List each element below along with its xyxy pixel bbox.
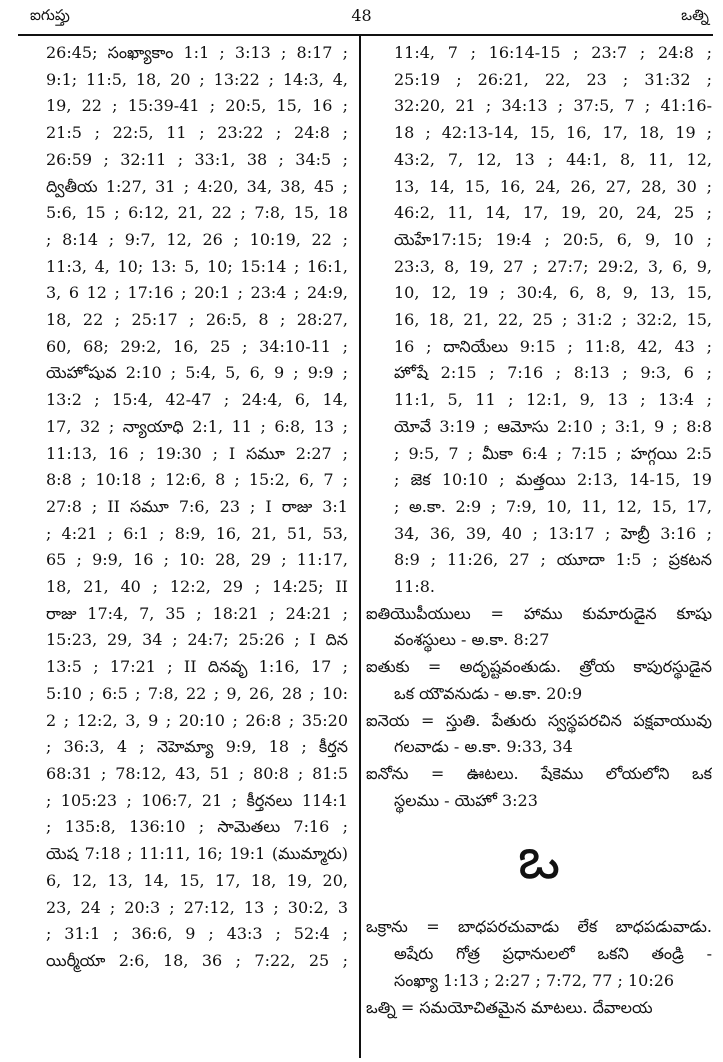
text-line: హోషే 2:15 ; 7:16 ; 8:13 ; 9:3, 6 ; <box>394 363 712 383</box>
header-rule <box>18 34 713 36</box>
text-line: 6, 12, 13, 14, 15, 17, 18, 19, 20, <box>46 870 348 890</box>
text-line: ; 9:5, 7 ; మీకా 6:4 ; 7:15 ; హగ్గయి 2:5 <box>394 443 712 463</box>
dictionary-entry <box>366 914 712 994</box>
right-column-continuation <box>366 40 712 601</box>
text-line: 17, 32 ; న్యాయాధి 2:1, 11 ; 6:8, 13 ; <box>46 416 348 436</box>
text-line: రాజు 17:4, 7, 35 ; 18:21 ; 24:21 ; <box>46 603 348 623</box>
text-line: 32:20, 21 ; 34:13 ; 37:5, 7 ; 41:16- <box>394 96 712 116</box>
text-line: 26:59 ; 32:11 ; 33:1, 38 ; 34:5 ; <box>46 149 348 169</box>
text-line: 11:1, 5, 11 ; 12:1, 9, 13 ; 13:4 ; <box>394 390 712 410</box>
text-line: 18 ; 42:13-14, 15, 16, 17, 18, 19 ; <box>394 123 712 143</box>
entry-headline: ఐనెయ = స్తుతి. పేతురు స్వస్థపరచిన పక్షవాయువు <box>366 710 712 730</box>
text-line: యోవే 3:19 ; ఆమోసు 2:10 ; 3:1, 9 ; 8:8 <box>394 416 712 436</box>
entry-continuation: ఒక యౌవనుడు - అ.కా. 20:9 <box>394 683 583 703</box>
text-line: 8:9 ; 11:26, 27 ; యూదా 1:5 ; ప్రకటన <box>394 550 712 570</box>
entry-headline: ఒత్ని = సమయోచితమైన మాటలు. దేవాలయ <box>366 997 653 1017</box>
dictionary-entry <box>366 761 712 814</box>
text-line: 13:2 ; 15:4, 42-47 ; 24:4, 6, 14, <box>46 390 348 410</box>
text-line: ; 8:14 ; 9:7, 12, 26 ; 10:19, 22 ; <box>46 229 348 249</box>
text-line: 19, 22 ; 15:39-41 ; 20:5, 15, 16 ; <box>46 96 348 116</box>
text-line: 10, 12, 19 ; 30:4, 6, 8, 9, 13, 15, <box>394 283 712 303</box>
text-line: 3, 6 12 ; 17:16 ; 20:1 ; 23:4 ; 24:9, <box>46 283 348 303</box>
dictionary-entry <box>366 654 712 707</box>
page-number: 48 <box>351 6 372 25</box>
text-line: 5:6, 15 ; 6:12, 21, 22 ; 7:8, 15, 18 <box>46 203 348 223</box>
dictionary-entry <box>366 995 712 1022</box>
text-line: 23:3, 8, 19, 27 ; 27:7; 29:2, 3, 6, 9, <box>394 256 712 276</box>
text-line: 46:2, 11, 14, 17, 19, 20, 24, 25 ; <box>394 203 712 223</box>
text-line: యిర్మీయా 2:6, 18, 36 ; 7:22, 25 ; <box>46 950 348 970</box>
text-line: 16, 18, 21, 22, 25 ; 31:2 ; 32:2, 15, <box>394 310 712 330</box>
page-header <box>0 0 723 34</box>
text-line: ; 105:23 ; 106:7, 21 ; కీర్తనలు 114:1 <box>46 790 348 810</box>
running-head-left: ఐగుప్తు <box>30 6 70 24</box>
text-line: ; 4:21 ; 6:1 ; 8:9, 16, 21, 51, 53, <box>46 523 348 543</box>
text-line: యెష 7:18 ; 11:11, 16; 19:1 (ముమ్మారు) <box>46 844 348 864</box>
entry-continuation: వంశస్థులు - అ.కా. 8:27 <box>394 630 550 650</box>
text-line: 26:45; సంఖ్యాకాం 1:1 ; 3:13 ; 8:17 ; <box>46 43 348 62</box>
text-line: 8:8 ; 10:18 ; 12:6, 8 ; 15:2, 6, 7 ; <box>46 470 348 490</box>
left-column <box>18 40 348 975</box>
entry-headline: ఒక్రాను = బాధపరచువాడు లేక బాధపడువాడు. <box>366 917 712 937</box>
text-line: 60, 68; 29:2, 16, 25 ; 34:10-11 ; <box>46 336 348 356</box>
text-line: 11:13, 16 ; 19:30 ; I సమూ 2:27 ; <box>46 443 348 463</box>
dictionary-entry <box>366 708 712 761</box>
dictionary-entries-after <box>366 914 712 1021</box>
text-line: ; అ.కా. 2:9 ; 7:9, 10, 11, 12, 15, 17, <box>394 496 712 516</box>
text-line: ; జెక 10:10 ; మత్తయి 2:13, 14-15, 19 <box>394 470 712 490</box>
entry-continuation: గలవాడు - అ.కా. 9:33, 34 <box>394 737 573 757</box>
text-line: 2 ; 12:2, 3, 9 ; 20:10 ; 26:8 ; 35:20 <box>46 710 348 730</box>
entry-headline: ఐతుకు = అదృష్టవంతుడు. త్రోయ కాపురస్థుడైన <box>366 657 712 677</box>
dictionary-entries <box>366 601 712 815</box>
text-line: 18, 21, 40 ; 12:2, 29 ; 14:25; II <box>46 577 348 597</box>
text-line: ; 31:1 ; 36:6, 9 ; 43:3 ; 52:4 ; <box>46 924 348 944</box>
entry-headline: ఐతియొపీయులు = హాము కుమారుడైన కూషు <box>366 603 712 623</box>
text-line: 5:10 ; 6:5 ; 7:8, 22 ; 9, 26, 28 ; 10: <box>46 683 348 703</box>
dictionary-entry <box>366 601 712 654</box>
text-line: ; 36:3, 4 ; నెహెమ్యా 9:9, 18 ; కీర్తన <box>46 737 348 757</box>
text-line: 18, 22 ; 25:17 ; 26:5, 8 ; 28:27, <box>46 310 348 330</box>
text-line: ద్వితీయ 1:27, 31 ; 4:20, 34, 38, 45 ; <box>46 176 348 196</box>
text-line: 25:19 ; 26:21, 22, 23 ; 31:32 ; <box>394 69 712 89</box>
section-letter: ఒ <box>517 824 561 893</box>
entry-continuation: అషేరు గోత్ర ప్రధానులలో ఒకని తండ్రి - <box>394 944 712 964</box>
text-line: 13, 14, 15, 16, 24, 26, 27, 28, 30 ; <box>394 176 712 196</box>
text-line: 68:31 ; 78:12, 43, 51 ; 80:8 ; 81:5 <box>46 763 348 783</box>
column-divider <box>359 36 361 1058</box>
text-line: 9:1; 11:5, 18, 20 ; 13:22 ; 14:3, 4, <box>46 69 348 89</box>
text-line: 21:5 ; 22:5, 11 ; 23:22 ; 24:8 ; <box>46 123 348 143</box>
text-line: ; 135:8, 136:10 ; సామెతలు 7:16 ; <box>46 817 348 837</box>
text-line: 16 ; దానియేలు 9:15 ; 11:8, 42, 43 ; <box>394 336 712 356</box>
entry-headline: ఐనోను = ఊటలు. షేకెము లోయలోని ఒక <box>366 763 712 783</box>
entry-continuation: సంఖ్యా 1:13 ; 2:27 ; 7:72, 77 ; 10:26 <box>394 970 675 990</box>
text-line: 43:2, 7, 12, 13 ; 44:1, 8, 11, 12, <box>394 149 712 169</box>
text-line: 13:5 ; 17:21 ; II దినవృ 1:16, 17 ; <box>46 657 348 677</box>
text-line: 27:8 ; II సమూ 7:6, 23 ; I రాజు 3:1 <box>46 496 348 516</box>
text-line: యెహే17:15; 19:4 ; 20:5, 6, 9, 10 ; <box>394 229 712 249</box>
right-column <box>366 40 712 1021</box>
text-line: 11:8. <box>394 577 436 597</box>
text-line: యెహోషువ 2:10 ; 5:4, 5, 6, 9 ; 9:9 ; <box>46 363 348 383</box>
text-line: 11:3, 4, 10; 13: 5, 10; 15:14 ; 16:1, <box>46 256 348 276</box>
text-line: 11:4, 7 ; 16:14-15 ; 23:7 ; 24:8 ; <box>394 43 712 62</box>
text-line: 34, 36, 39, 40 ; 13:17 ; హెబ్రీ 3:16 ; <box>394 523 712 543</box>
text-line: 15:23, 29, 34 ; 24:7; 25:26 ; I దిన <box>46 630 348 650</box>
text-line: 65 ; 9:9, 16 ; 10: 28, 29 ; 11:17, <box>46 550 348 570</box>
text-line: 23, 24 ; 20:3 ; 27:12, 13 ; 30:2, 3 <box>46 897 348 917</box>
running-head-right: ఒత్ని <box>681 6 709 24</box>
entry-continuation: స్థలము - యెహో 3:23 <box>394 790 538 810</box>
